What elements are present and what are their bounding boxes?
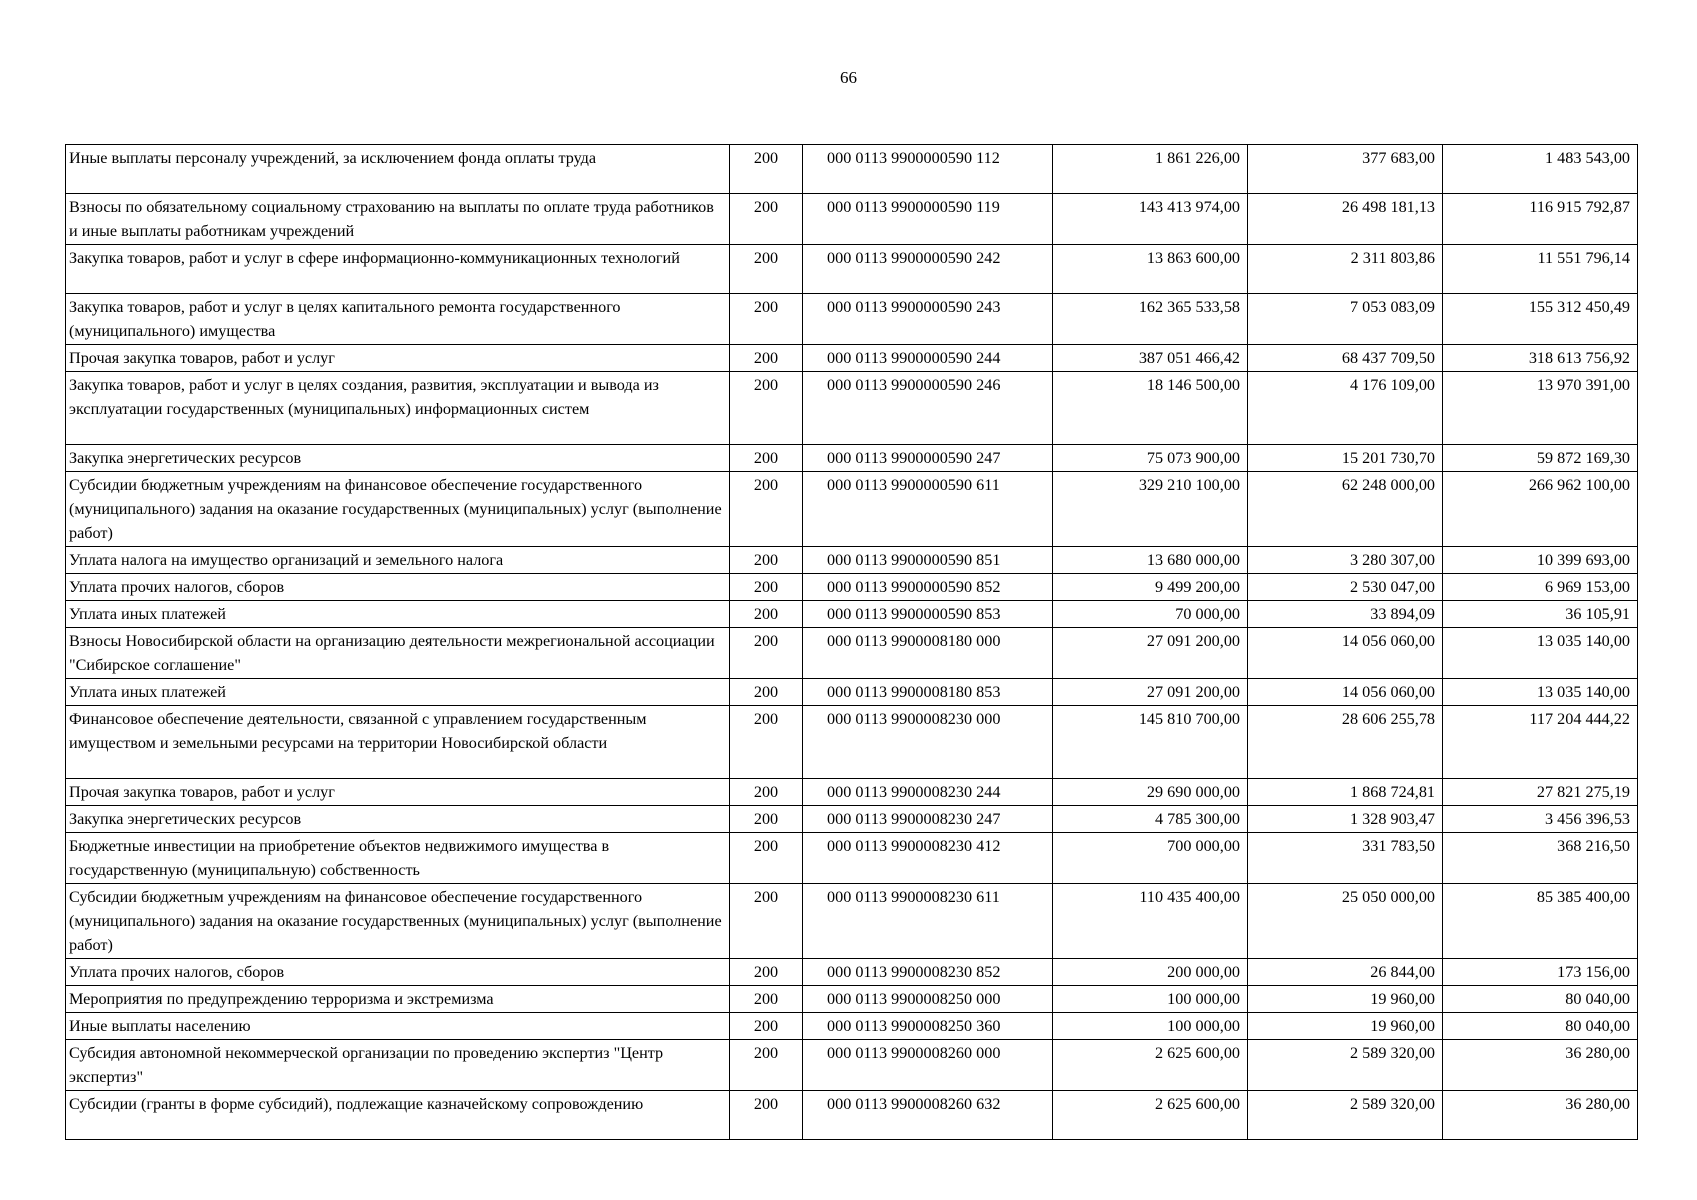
row-description: Иные выплаты населению <box>66 1013 730 1040</box>
row-remaining-amount: 11 551 796,14 <box>1443 245 1638 294</box>
row-approved-amount: 18 146 500,00 <box>1053 372 1248 445</box>
row-approved-amount: 13 680 000,00 <box>1053 547 1248 574</box>
table-row <box>66 294 1638 345</box>
row-budget-code: 000 0113 9900000590 611 <box>803 472 1053 547</box>
row-description: Закупка энергетических ресурсов <box>66 806 730 833</box>
row-description: Финансовое обеспечение деятельности, связанной с управлением государственным имуществом и земельными ресурсами на территории Новосибирской области <box>66 706 730 779</box>
row-executed-amount: 68 437 709,50 <box>1248 345 1443 372</box>
row-remaining-amount: 6 969 153,00 <box>1443 574 1638 601</box>
row-executed-amount: 1 868 724,81 <box>1248 779 1443 806</box>
row-description: Закупка товаров, работ и услуг в сфере информационно-коммуникационных технологий <box>66 245 730 294</box>
row-budget-code: 000 0113 9900000590 851 <box>803 547 1053 574</box>
row-admin-code: 200 <box>730 145 803 194</box>
row-executed-amount: 331 783,50 <box>1248 833 1443 884</box>
row-approved-amount: 145 810 700,00 <box>1053 706 1248 779</box>
row-description: Иные выплаты персоналу учреждений, за исключением фонда оплаты труда <box>66 145 730 194</box>
row-budget-code: 000 0113 9900008230 852 <box>803 959 1053 986</box>
row-approved-amount: 13 863 600,00 <box>1053 245 1248 294</box>
row-budget-code: 000 0113 9900000590 242 <box>803 245 1053 294</box>
row-description: Уплата прочих налогов, сборов <box>66 574 730 601</box>
row-approved-amount: 100 000,00 <box>1053 986 1248 1013</box>
row-remaining-amount: 117 204 444,22 <box>1443 706 1638 779</box>
row-budget-code: 000 0113 9900000590 852 <box>803 574 1053 601</box>
row-admin-code: 200 <box>730 1040 803 1091</box>
table-row <box>66 1013 1638 1040</box>
row-remaining-amount: 318 613 756,92 <box>1443 345 1638 372</box>
table-row <box>66 779 1638 806</box>
row-description: Субсидии бюджетным учреждениям на финансовое обеспечение государственного (муниципального) задания на оказание государственных (муниципальных) услуг (выполнение работ) <box>66 884 730 959</box>
row-admin-code: 200 <box>730 547 803 574</box>
row-admin-code: 200 <box>730 472 803 547</box>
row-budget-code: 000 0113 9900000590 244 <box>803 345 1053 372</box>
row-budget-code: 000 0113 9900000590 119 <box>803 194 1053 245</box>
row-executed-amount: 7 053 083,09 <box>1248 294 1443 345</box>
row-approved-amount: 200 000,00 <box>1053 959 1248 986</box>
row-budget-code: 000 0113 9900008250 360 <box>803 1013 1053 1040</box>
row-remaining-amount: 80 040,00 <box>1443 1013 1638 1040</box>
row-admin-code: 200 <box>730 372 803 445</box>
row-approved-amount: 4 785 300,00 <box>1053 806 1248 833</box>
table-row <box>66 833 1638 884</box>
row-budget-code: 000 0113 9900000590 247 <box>803 445 1053 472</box>
row-executed-amount: 26 498 181,13 <box>1248 194 1443 245</box>
row-admin-code: 200 <box>730 294 803 345</box>
row-remaining-amount: 36 280,00 <box>1443 1091 1638 1140</box>
row-executed-amount: 15 201 730,70 <box>1248 445 1443 472</box>
row-admin-code: 200 <box>730 959 803 986</box>
row-admin-code: 200 <box>730 706 803 779</box>
row-remaining-amount: 13 035 140,00 <box>1443 679 1638 706</box>
row-approved-amount: 2 625 600,00 <box>1053 1040 1248 1091</box>
row-remaining-amount: 80 040,00 <box>1443 986 1638 1013</box>
row-approved-amount: 29 690 000,00 <box>1053 779 1248 806</box>
table-row <box>66 547 1638 574</box>
table-row <box>66 601 1638 628</box>
row-admin-code: 200 <box>730 806 803 833</box>
row-budget-code: 000 0113 9900008230 244 <box>803 779 1053 806</box>
row-admin-code: 200 <box>730 245 803 294</box>
row-approved-amount: 143 413 974,00 <box>1053 194 1248 245</box>
row-admin-code: 200 <box>730 345 803 372</box>
table-row <box>66 245 1638 294</box>
row-executed-amount: 377 683,00 <box>1248 145 1443 194</box>
row-budget-code: 000 0113 9900000590 243 <box>803 294 1053 345</box>
table-body <box>66 145 1638 1140</box>
row-admin-code: 200 <box>730 884 803 959</box>
table-row <box>66 574 1638 601</box>
row-executed-amount: 14 056 060,00 <box>1248 628 1443 679</box>
row-approved-amount: 329 210 100,00 <box>1053 472 1248 547</box>
row-executed-amount: 3 280 307,00 <box>1248 547 1443 574</box>
row-admin-code: 200 <box>730 574 803 601</box>
row-description: Взносы по обязательному социальному страхованию на выплаты по оплате труда работников и иные выплаты работникам учреждений <box>66 194 730 245</box>
row-budget-code: 000 0113 9900008180 000 <box>803 628 1053 679</box>
row-executed-amount: 2 589 320,00 <box>1248 1040 1443 1091</box>
row-admin-code: 200 <box>730 445 803 472</box>
row-remaining-amount: 59 872 169,30 <box>1443 445 1638 472</box>
row-executed-amount: 33 894,09 <box>1248 601 1443 628</box>
row-executed-amount: 62 248 000,00 <box>1248 472 1443 547</box>
row-remaining-amount: 266 962 100,00 <box>1443 472 1638 547</box>
row-approved-amount: 27 091 200,00 <box>1053 679 1248 706</box>
row-remaining-amount: 85 385 400,00 <box>1443 884 1638 959</box>
row-remaining-amount: 13 035 140,00 <box>1443 628 1638 679</box>
row-executed-amount: 4 176 109,00 <box>1248 372 1443 445</box>
table-row <box>66 679 1638 706</box>
row-description: Уплата налога на имущество организаций и земельного налога <box>66 547 730 574</box>
row-description: Прочая закупка товаров, работ и услуг <box>66 345 730 372</box>
row-admin-code: 200 <box>730 679 803 706</box>
row-description: Субсидии (гранты в форме субсидий), подлежащие казначейскому сопровождению <box>66 1091 730 1140</box>
table-row <box>66 372 1638 445</box>
row-description: Закупка товаров, работ и услуг в целях создания, развития, эксплуатации и вывода из эксплуатации государственных (муниципальных) информационных систем <box>66 372 730 445</box>
table-row <box>66 1091 1638 1140</box>
row-description: Уплата прочих налогов, сборов <box>66 959 730 986</box>
row-approved-amount: 1 861 226,00 <box>1053 145 1248 194</box>
row-budget-code: 000 0113 9900008230 000 <box>803 706 1053 779</box>
row-budget-code: 000 0113 9900008180 853 <box>803 679 1053 706</box>
row-approved-amount: 162 365 533,58 <box>1053 294 1248 345</box>
row-description: Мероприятия по предупреждению терроризма и экстремизма <box>66 986 730 1013</box>
table-row <box>66 1040 1638 1091</box>
table-row <box>66 472 1638 547</box>
row-remaining-amount: 1 483 543,00 <box>1443 145 1638 194</box>
row-description: Прочая закупка товаров, работ и услуг <box>66 779 730 806</box>
row-remaining-amount: 36 280,00 <box>1443 1040 1638 1091</box>
row-executed-amount: 2 530 047,00 <box>1248 574 1443 601</box>
table-row <box>66 628 1638 679</box>
row-remaining-amount: 3 456 396,53 <box>1443 806 1638 833</box>
row-executed-amount: 26 844,00 <box>1248 959 1443 986</box>
row-executed-amount: 25 050 000,00 <box>1248 884 1443 959</box>
table-row <box>66 194 1638 245</box>
row-admin-code: 200 <box>730 779 803 806</box>
row-approved-amount: 100 000,00 <box>1053 1013 1248 1040</box>
row-description: Закупка энергетических ресурсов <box>66 445 730 472</box>
table-row <box>66 986 1638 1013</box>
row-approved-amount: 9 499 200,00 <box>1053 574 1248 601</box>
row-description: Субсидии бюджетным учреждениям на финансовое обеспечение государственного (муниципального) задания на оказание государственных (муниципальных) услуг (выполнение работ) <box>66 472 730 547</box>
row-admin-code: 200 <box>730 601 803 628</box>
row-admin-code: 200 <box>730 1091 803 1140</box>
row-budget-code: 000 0113 9900000590 853 <box>803 601 1053 628</box>
row-budget-code: 000 0113 9900000590 112 <box>803 145 1053 194</box>
row-budget-code: 000 0113 9900008260 632 <box>803 1091 1053 1140</box>
row-description: Бюджетные инвестиции на приобретение объектов недвижимого имущества в государственную (муниципальную) собственность <box>66 833 730 884</box>
row-approved-amount: 75 073 900,00 <box>1053 445 1248 472</box>
row-remaining-amount: 27 821 275,19 <box>1443 779 1638 806</box>
row-budget-code: 000 0113 9900008230 611 <box>803 884 1053 959</box>
row-approved-amount: 27 091 200,00 <box>1053 628 1248 679</box>
page-number: 66 <box>840 68 857 87</box>
row-remaining-amount: 116 915 792,87 <box>1443 194 1638 245</box>
row-admin-code: 200 <box>730 194 803 245</box>
row-budget-code: 000 0113 9900000590 246 <box>803 372 1053 445</box>
row-description: Субсидия автономной некоммерческой организации по проведению экспертиз "Центр экспертиз" <box>66 1040 730 1091</box>
row-admin-code: 200 <box>730 986 803 1013</box>
row-remaining-amount: 36 105,91 <box>1443 601 1638 628</box>
row-executed-amount: 2 311 803,86 <box>1248 245 1443 294</box>
row-description: Уплата иных платежей <box>66 679 730 706</box>
table-row <box>66 806 1638 833</box>
table-row <box>66 959 1638 986</box>
row-approved-amount: 70 000,00 <box>1053 601 1248 628</box>
row-admin-code: 200 <box>730 833 803 884</box>
row-budget-code: 000 0113 9900008260 000 <box>803 1040 1053 1091</box>
row-remaining-amount: 368 216,50 <box>1443 833 1638 884</box>
row-remaining-amount: 173 156,00 <box>1443 959 1638 986</box>
row-executed-amount: 19 960,00 <box>1248 986 1443 1013</box>
table-row <box>66 445 1638 472</box>
row-description: Закупка товаров, работ и услуг в целях капитального ремонта государственного (муниципального) имущества <box>66 294 730 345</box>
row-admin-code: 200 <box>730 628 803 679</box>
row-remaining-amount: 13 970 391,00 <box>1443 372 1638 445</box>
row-remaining-amount: 10 399 693,00 <box>1443 547 1638 574</box>
row-executed-amount: 14 056 060,00 <box>1248 679 1443 706</box>
row-remaining-amount: 155 312 450,49 <box>1443 294 1638 345</box>
row-admin-code: 200 <box>730 1013 803 1040</box>
row-approved-amount: 110 435 400,00 <box>1053 884 1248 959</box>
row-budget-code: 000 0113 9900008230 247 <box>803 806 1053 833</box>
table-row <box>66 706 1638 779</box>
row-executed-amount: 28 606 255,78 <box>1248 706 1443 779</box>
row-executed-amount: 1 328 903,47 <box>1248 806 1443 833</box>
row-budget-code: 000 0113 9900008230 412 <box>803 833 1053 884</box>
table-row <box>66 884 1638 959</box>
row-description: Взносы Новосибирской области на организацию деятельности межрегиональной ассоциации "Сибирское соглашение" <box>66 628 730 679</box>
row-description: Уплата иных платежей <box>66 601 730 628</box>
row-approved-amount: 2 625 600,00 <box>1053 1091 1248 1140</box>
table-row <box>66 345 1638 372</box>
row-approved-amount: 387 051 466,42 <box>1053 345 1248 372</box>
budget-execution-table <box>65 144 1638 1140</box>
row-executed-amount: 2 589 320,00 <box>1248 1091 1443 1140</box>
row-budget-code: 000 0113 9900008250 000 <box>803 986 1053 1013</box>
table-row <box>66 145 1638 194</box>
row-executed-amount: 19 960,00 <box>1248 1013 1443 1040</box>
row-approved-amount: 700 000,00 <box>1053 833 1248 884</box>
